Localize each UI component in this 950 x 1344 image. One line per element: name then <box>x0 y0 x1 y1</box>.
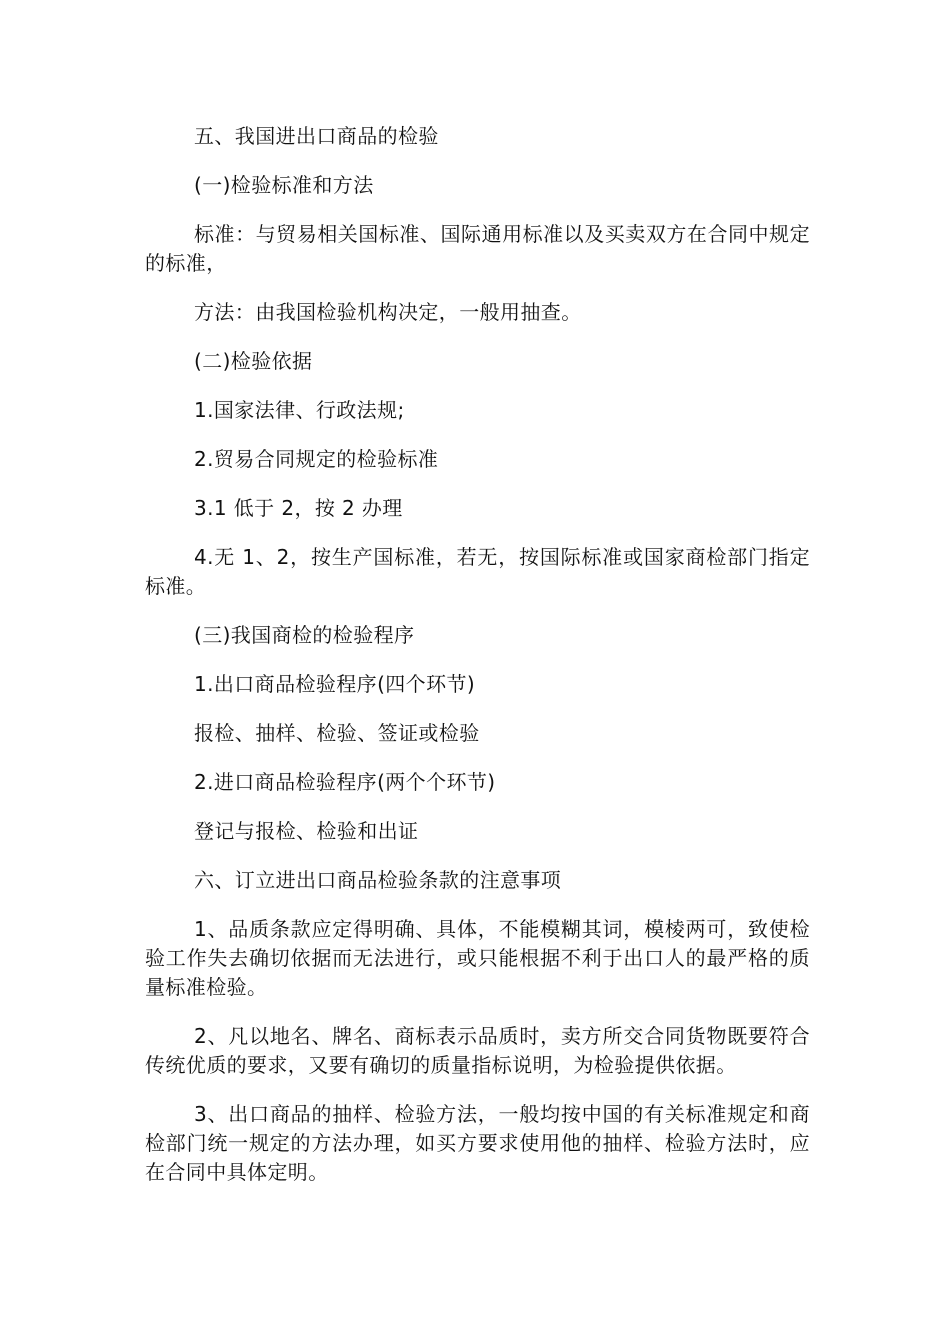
paragraph-import-steps: 登记与报检、检验和出证 <box>194 819 419 843</box>
list-item-export-procedure: 1.出口商品检验程序(四个环节) <box>194 672 476 696</box>
section-heading-five: 五、我国进出口商品的检验 <box>194 124 439 148</box>
paragraph-note-1: 1、品质条款应定得明确、具体，不能模糊其词，模棱两可，致使检验工作失去确切依据而无法进行，或只能根据不利于出口人的最严格的质量标准检验。 <box>145 917 810 999</box>
paragraph-note-2: 2、凡以地名、牌名、商标表示品质时，卖方所交合同货物既要符合传统优质的要求，又要有确切的质量指标说明，为检验提供依据。 <box>145 1024 810 1077</box>
paragraph-method: 方法：由我国检验机构决定，一般用抽查。 <box>194 300 582 324</box>
document-page <box>145 122 810 1207</box>
subsection-heading-standards: (一)检验标准和方法 <box>194 173 374 197</box>
paragraph-export-steps: 报检、抽样、检验、签证或检验 <box>194 721 480 745</box>
section-heading-six: 六、订立进出口商品检验条款的注意事项 <box>194 868 562 892</box>
list-item-basis-3: 3.1 低于 2，按 2 办理 <box>194 496 403 520</box>
paragraph-note-3: 3、出口商品的抽样、检验方法，一般均按中国的有关标准规定和商检部门统一规定的方法办理，如买方要求使用他的抽样、检验方法时，应在合同中具体定明。 <box>145 1102 810 1184</box>
list-item-basis-1: 1.国家法律、行政法规; <box>194 398 405 422</box>
paragraph-standard: 标准：与贸易相关国标准、国际通用标准以及买卖双方在合同中规定的标准， <box>145 222 810 275</box>
subsection-heading-basis: (二)检验依据 <box>194 349 313 373</box>
subsection-heading-procedure: (三)我国商检的检验程序 <box>194 623 415 647</box>
list-item-import-procedure: 2.进口商品检验程序(两个个环节) <box>194 770 496 794</box>
list-item-basis-4: 4.无 1、2，按生产国标准，若无，按国际标准或国家商检部门指定标准。 <box>145 545 810 598</box>
list-item-basis-2: 2.贸易合同规定的检验标准 <box>194 447 439 471</box>
